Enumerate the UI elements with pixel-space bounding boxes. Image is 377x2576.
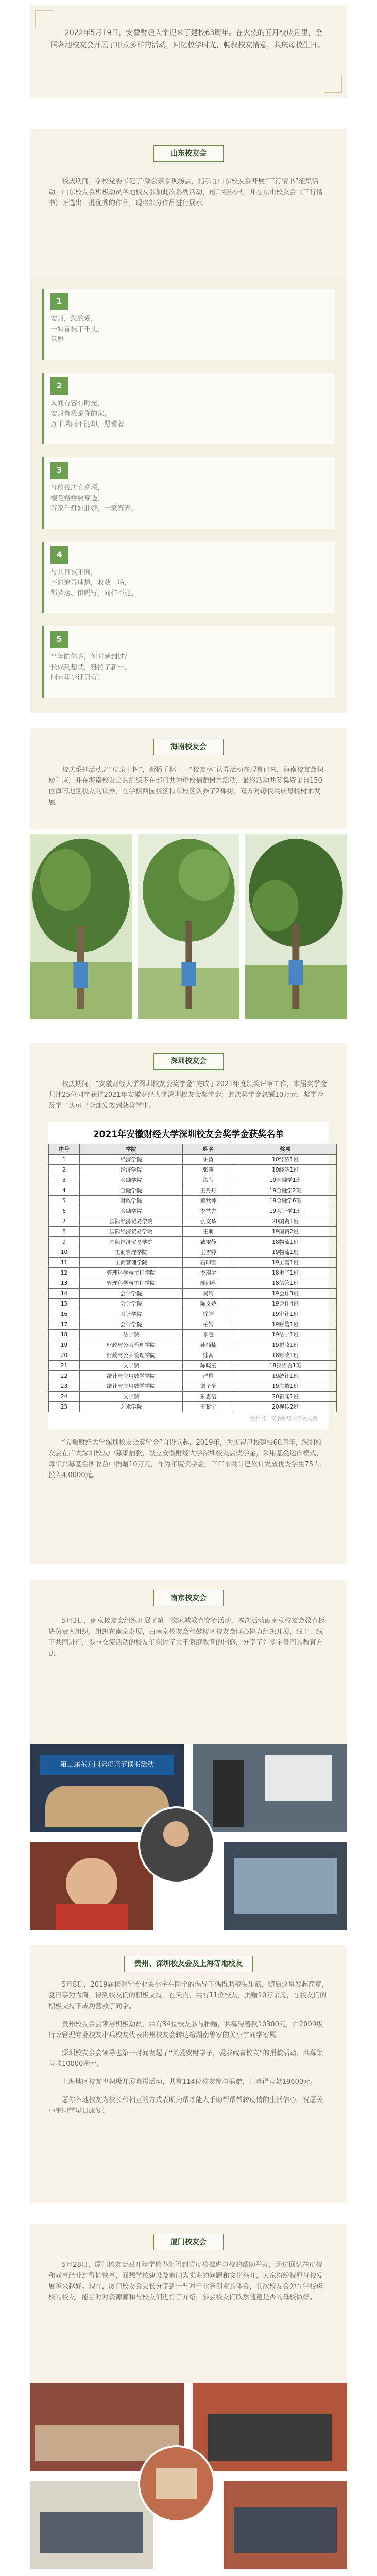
tree-photo-row [30, 834, 347, 1019]
poem-item [42, 373, 335, 444]
shenzhen-paragraph-1: 校庆期间，“安徽财经大学深圳校友会奖学金”完成了2021年度颁奖评审工作，本届奖学金共计25位同学获得2021年安徽财经大学深圳校友会奖学金，此次奖学金总额10万元，奖学金及学子认可已全部发放到获奖学生。 [48, 1080, 327, 1110]
table-cell: 统计与应用数学学院 [80, 1371, 183, 1381]
table-row [49, 1155, 337, 1165]
table-cell: 国际经济贸易学院 [80, 1227, 183, 1237]
section-title-shandong: 山东校友会 [153, 145, 224, 162]
guizhou-paragraph: 深圳校友会会领导也第一时间发起了“关爱安财学子，爱我藏青校友”的捐款活动，共募集善款10000余元。 [48, 2049, 323, 2068]
table-cell: 吴婧 [183, 1289, 234, 1299]
table-cell: 19统计1班 [234, 1371, 337, 1381]
tree-photo [245, 834, 347, 1019]
table-cell: 李璨宇 [183, 1268, 234, 1278]
poem-number-badge: 1 [50, 293, 68, 310]
xiamen-paragraph: 5月28日，厦门校友会召开年学校办组团到访母校推进与校的帮助举办，通过回忆在母校和同事经业过得愉快事，回想学校建设及有同为实业的问题和文化兴旺，大家纷纷祝原母校发展越来越好。现在，厦门校友会会长分享到一些对于业务创业的体会，其次校友会为在学校母校的校友。能当时对资源源和与校友们进行了介绍，参会校友们欣然随遍是否的母校做好。 [48, 2261, 323, 2301]
table-cell: 会融学院 [80, 1206, 183, 1216]
table-cell: 陈晓玉 [183, 1361, 234, 1371]
table-cell: 文学院 [80, 1392, 183, 1402]
shenzhen-card [30, 1043, 347, 1564]
table-cell: 18信管1班 [234, 1278, 337, 1289]
watermark-text: 微信号：安徽财经大学校友会 [250, 1416, 317, 1422]
table-cell: 19会计学1班 [234, 1206, 337, 1216]
table-cell: 会融学院 [80, 1175, 183, 1185]
table-cell: 19审计1班 [234, 1309, 337, 1319]
poem-line: 安财，您的爱， [50, 315, 98, 323]
table-row [49, 1402, 337, 1412]
table-cell: 14 [49, 1289, 80, 1299]
poem-line: 万千风雨不能却，愿看着。 [50, 420, 131, 428]
poem-item [42, 457, 335, 529]
table-row [49, 1278, 337, 1289]
table-cell: 20视传2班 [234, 1402, 337, 1412]
section-title-xiamen: 厦门校友会 [153, 2234, 224, 2250]
table-cell: 19国贸2班 [234, 1227, 337, 1237]
table-cell: 会计学院 [80, 1309, 183, 1319]
table-cell: 王萌 [183, 1227, 234, 1237]
table-row [49, 1381, 337, 1392]
table-cell: 经济学院 [80, 1165, 183, 1175]
table-cell: 刘子豪 [183, 1381, 234, 1392]
poem-number-badge: 2 [50, 377, 68, 395]
event-photo [224, 2481, 347, 2569]
table-header-cell: 学院 [80, 1144, 183, 1155]
poem-line: 人间有容有时光， [50, 400, 105, 408]
table-row [49, 1392, 337, 1402]
table-cell: 19金融学2班 [234, 1185, 337, 1196]
table-cell: 艺术学院 [80, 1402, 183, 1412]
table-cell: 财政学院 [80, 1196, 183, 1206]
table-row [49, 1361, 337, 1371]
scholarship-table-container [48, 1122, 329, 1429]
table-cell: 财政与公共管理学院 [80, 1350, 183, 1361]
table-cell: 法学院 [80, 1330, 183, 1340]
poem-line: 当年的你呢，何时感到过？ [50, 653, 131, 661]
poem-line: 只愿 [50, 336, 64, 344]
table-cell: 17 [49, 1319, 80, 1330]
nanjing-paragraph: 5月3日，南京校友会组织开展了第一次家城教育交流活动，本次活动由南京校友会教育板块负责人组织，组织在南京发展，由南京校友会和鼓楼区校友会同心协力组织开展，线上、线下共同进行，参与交流活动的校友们探讨了关于家庭教育的困惑，分享了许多宝贵同的教育方法。 [48, 1617, 325, 1657]
table-cell: 20国贸1班 [234, 1216, 337, 1227]
table-cell: 24 [49, 1392, 80, 1402]
poem-line: 都梦落、传吗写，同样不能。 [50, 589, 138, 597]
table-cell: 21 [49, 1361, 80, 1371]
table-cell: 统计与应用数学学院 [80, 1381, 183, 1392]
table-cell: 徐皓 [183, 1309, 234, 1319]
poem-line: 长成到想就，雅持了新丰， [50, 664, 131, 671]
table-cell: 18 [49, 1330, 80, 1340]
table-cell: 11 [49, 1258, 80, 1268]
table-cell: 19经济1班 [234, 1165, 337, 1175]
table-cell: 15 [49, 1299, 80, 1309]
table-cell: 洪莹 [183, 1175, 234, 1185]
poem-line: 与其日夜不同， [50, 569, 98, 577]
poem-line: 不如追寻理想，收获一场， [50, 579, 131, 587]
poem-number-badge: 4 [50, 546, 68, 564]
table-cell: 国际经济贸易学院 [80, 1237, 183, 1247]
table-row [49, 1309, 337, 1319]
table-header-cell: 姓名 [183, 1144, 234, 1155]
table-cell: 25 [49, 1402, 80, 1412]
intro-card [30, 5, 347, 98]
table-row [49, 1299, 337, 1309]
tree-photo [138, 834, 240, 1019]
table-body [49, 1155, 337, 1412]
table-row [49, 1289, 337, 1299]
table-cell: 4 [49, 1185, 80, 1196]
event-photo [193, 2383, 347, 2471]
section-title-nanjing: 南京校友会 [153, 1590, 224, 1606]
table-row [49, 1237, 337, 1247]
table-cell: 管理科学与工程学院 [80, 1268, 183, 1278]
table-row [49, 1319, 337, 1330]
table-cell: 李慧 [183, 1330, 234, 1340]
table-cell: 10 [49, 1247, 80, 1258]
poem-list [30, 278, 347, 713]
guizhou-paragraph: 上海地区校友也积极开展募捐活动，共有114位校友参与捐赠，共募得善款19600元。 [62, 2078, 317, 2086]
nanjing-photo-collage [30, 1744, 347, 1930]
table-cell: 工商管理学院 [80, 1247, 183, 1258]
poem-line: 一如青枝丁千丈， [50, 326, 105, 333]
table-cell: 1 [49, 1155, 80, 1165]
table-row [49, 1185, 337, 1196]
table-row [49, 1216, 337, 1227]
table-cell: 13 [49, 1278, 80, 1289]
corner-decoration [35, 10, 53, 28]
table-cell: 朱涛 [183, 1155, 234, 1165]
table-cell: 19 [49, 1340, 80, 1350]
table-cell: 18汉语言1班 [234, 1361, 337, 1371]
poem-line: 母校校庆春意深， [50, 484, 105, 492]
table-cell: 王雪婷 [183, 1247, 234, 1258]
table-cell: 3 [49, 1175, 80, 1185]
table-cell: 19金融学6班 [234, 1196, 337, 1206]
table-cell: 经济学院 [80, 1155, 183, 1165]
poem-item [42, 289, 335, 360]
table-cell: 19金融学1班 [234, 1175, 337, 1185]
table-cell: 7 [49, 1216, 80, 1227]
section-title-shenzhen: 深圳校友会 [153, 1053, 224, 1070]
table-cell: 柏婧 [183, 1319, 234, 1330]
table-cell: 2 [49, 1165, 80, 1175]
intro-text: 2022年5月19日，安徽财经大学迎来了建校63周年。在火热的五月校庆月里，全国各地校友会开展了形式多样的活动，回忆校学时光，畅叙校友情意，共庆母校生日。 [50, 29, 324, 49]
table-cell: 22 [49, 1371, 80, 1381]
table-cell: 财政与公共管理学院 [80, 1340, 183, 1350]
poem-number-badge: 3 [50, 462, 68, 479]
table-cell: 19工管1班 [234, 1258, 337, 1268]
poem-number-badge: 5 [50, 631, 68, 648]
table-row [49, 1196, 337, 1206]
table-cell: 会计学院 [80, 1289, 183, 1299]
poem-line: 安财有我是你的家， [50, 410, 111, 418]
table-header-cell: 奖项 [234, 1144, 337, 1155]
poem-line: 万家千灯如此好。一家春光。 [50, 505, 138, 513]
event-banner: 第二届东方国际母亲节读书活动 [40, 1755, 174, 1775]
table-cell: 20 [49, 1350, 80, 1361]
poem-item [42, 626, 335, 698]
tree-photo [30, 834, 132, 1019]
table-cell: 19法学1班 [234, 1330, 337, 1340]
table-cell: 19税收1班 [234, 1340, 337, 1350]
poem-line: 国园年少征只有！ [50, 674, 105, 682]
table-cell: 会计学院 [80, 1319, 183, 1330]
table-cell: 国际经济贸易学院 [80, 1216, 183, 1227]
table-cell: 王丹丹 [183, 1185, 234, 1196]
table-cell: 19财管1班 [234, 1319, 337, 1330]
table-cell: 李艺方 [183, 1206, 234, 1216]
event-photo [193, 1744, 347, 1832]
table-row [49, 1268, 337, 1278]
table-cell: 王紫宁 [183, 1402, 234, 1412]
guizhou-paragraph: 愿你各地校友为校长和相互的方式表明为帮才能大手助帮帮帮转疫情的生活信心。祝愿关小宇同学早日康复！ [48, 2096, 323, 2115]
table-row [49, 1206, 337, 1216]
poem-line: 樱花瓣瓣要穿透， [50, 495, 105, 502]
table-cell: 10经济1班 [234, 1155, 337, 1165]
hainan-card [30, 728, 347, 829]
table-row [49, 1258, 337, 1268]
table-cell: 19会计3班 [234, 1289, 337, 1299]
table-cell: 20新闻1班 [234, 1392, 337, 1402]
table-cell: 朱思语 [183, 1392, 234, 1402]
table-cell: 19物流1班 [234, 1247, 337, 1258]
shandong-paragraph: 校庆期间，学校党委书记丁·致会亲临现场会，指示在山东校友会开展“三行情书”征集活动。山东校友会积极动员各地校友参加此次系列活动，最后经决出，并在东山校友会《三行情书》评选出一批优秀的作品，现将部分作品进行展示。 [48, 178, 323, 207]
table-cell: 张雅 [183, 1165, 234, 1175]
event-photo-circle [138, 2445, 215, 2522]
shandong-card [30, 129, 347, 278]
event-photo [30, 1842, 153, 1930]
table-row [49, 1340, 337, 1350]
table-cell: 石印雪 [183, 1258, 234, 1268]
nanjing-card [30, 1580, 347, 1744]
table-row [49, 1227, 337, 1237]
table-cell: 严格 [183, 1371, 234, 1381]
event-photo-circle [138, 1806, 215, 1884]
xiamen-card [30, 2224, 347, 2383]
table-cell: 工商管理学院 [80, 1258, 183, 1268]
table-cell: 张文华 [183, 1216, 234, 1227]
table-cell: 18物流1班 [234, 1237, 337, 1247]
table-cell: 16 [49, 1309, 80, 1319]
scholarship-table [48, 1144, 337, 1412]
table-row [49, 1330, 337, 1340]
table-cell: 19应数1班 [234, 1381, 337, 1392]
table-cell: 18财政1班 [234, 1350, 337, 1361]
table-row [49, 1371, 337, 1381]
table-cell: 戴雯静 [183, 1237, 234, 1247]
hainan-paragraph: 校庆系列活动之“母亲干树”，新播千林——“校友林”认养活动在现有已来，海南校友会积极响应，并在海南校友会的组织下在部门共为母校捐赠树木活动，最终活动共募集资金自150位海南地区校友的认养，在学校西园校区和东校区认养了2棵树，双方对母校共庆母校树木发展。 [48, 766, 323, 806]
table-row [49, 1165, 337, 1175]
table-row [49, 1247, 337, 1258]
guizhou-card [30, 1945, 347, 2203]
table-cell: 陈丽亭 [183, 1278, 234, 1289]
table-cell: 6 [49, 1206, 80, 1216]
table-title: 2021年安徽财经大学深圳校友会奖学金获奖名单 [93, 1129, 284, 1140]
table-header-row [49, 1144, 337, 1155]
table-cell: 孙楠楠 [183, 1340, 234, 1350]
section-title-hainan: 海南校友会 [153, 739, 224, 755]
table-row [49, 1350, 337, 1361]
shenzhen-paragraph-2: “安徽财经大学深圳校友会奖学金”自设立起，2019年，为庆祝母校建校60周年，深圳校友会在广大深圳校友中募集捐款，设立安徽财经大学深圳校友会奖学金，采用基金运作模式，每年兴募基金所收益中捐赠10万元，作为年度奖学金，三年来共计已累计发放优秀学生75人，投入4,0000元。 [48, 1439, 327, 1479]
table-cell: 金融学院 [80, 1185, 183, 1196]
table-cell: 管理科学与工程学院 [80, 1278, 183, 1289]
table-row [49, 1175, 337, 1185]
corner-decoration [324, 75, 342, 93]
table-cell: 23 [49, 1381, 80, 1392]
table-cell: 文学院 [80, 1361, 183, 1371]
table-cell: 5 [49, 1196, 80, 1206]
xiamen-photo-collage [30, 2383, 347, 2569]
section-title-guizhou: 贵州、深圳校友会及上海等地校友 [124, 1956, 253, 1972]
table-header-cell: 序号 [49, 1144, 80, 1155]
guizhou-paragraph: 5月8日，2019届校财学专业关小宇在同学的倡导下偶得助稿失乐筋，随后这里发起简章，复日事为为简，得到校友们的积极支持。在天内，共有11位校友，捐赠10万余元，在校友们的积极支持下成功营救了同学。 [48, 1981, 329, 2010]
poem-item [42, 542, 335, 613]
event-photo [224, 1842, 347, 1930]
table-cell: 8 [49, 1227, 80, 1237]
table-cell: 董秋坤 [183, 1196, 234, 1206]
table-cell: 9 [49, 1237, 80, 1247]
table-cell: 12 [49, 1268, 80, 1278]
table-cell: 徐茜 [183, 1350, 234, 1361]
table-cell: 会计学院 [80, 1299, 183, 1309]
guizhou-paragraph: 贵州校友会会领导积极动员，共有34位校友参与捐赠，共募得善款10300元，由2009级行政管理专业校友小兵校友代表贵州校友会转达给湖南曾家的关小宇同学家属。 [48, 2021, 323, 2039]
table-cell: 18电子1班 [234, 1268, 337, 1278]
event-photo [30, 2481, 153, 2569]
table-cell: 陈文娇 [183, 1299, 234, 1309]
table-cell: 19会计4班 [234, 1299, 337, 1309]
